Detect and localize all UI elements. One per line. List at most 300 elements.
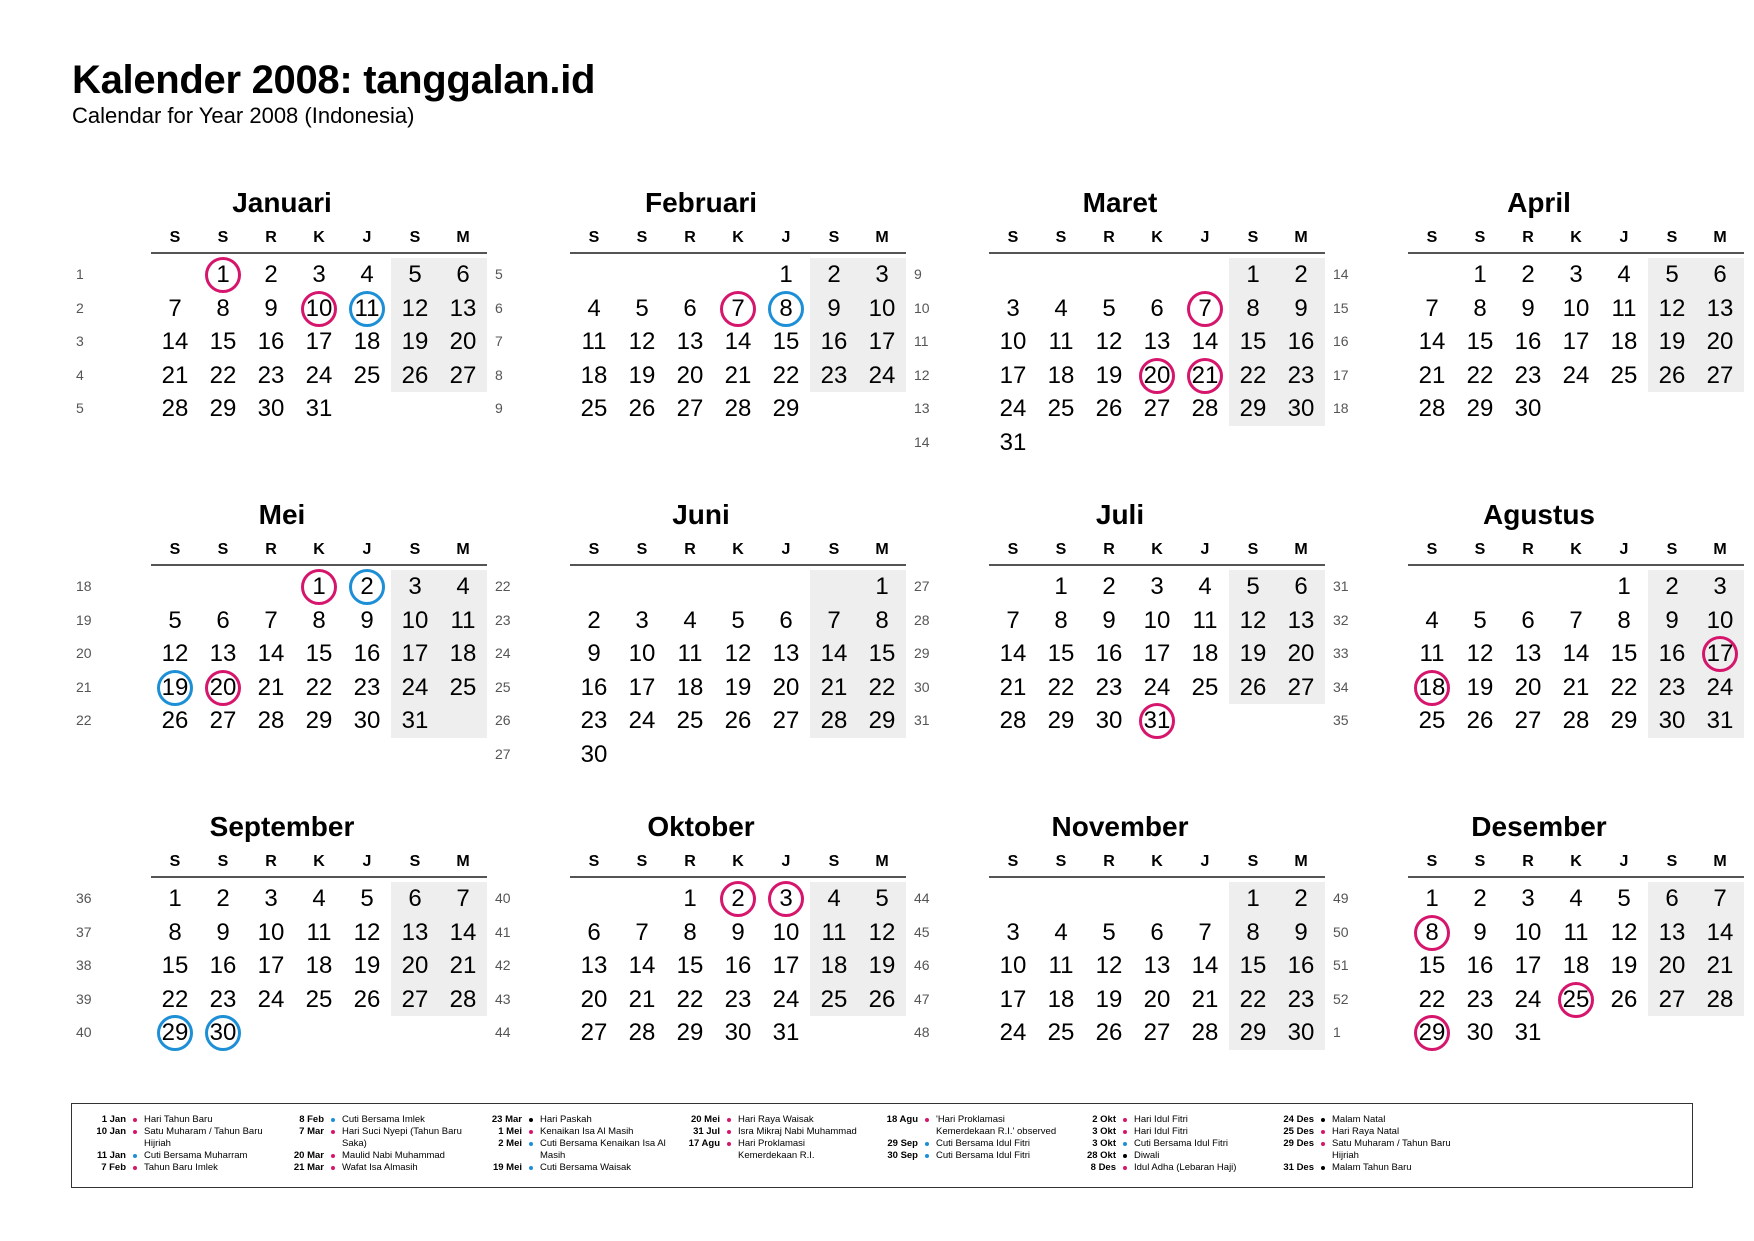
day-cell[interactable]: 1: [1246, 885, 1260, 912]
day-cell[interactable]: 22: [868, 673, 896, 701]
day-cell[interactable]: 29: [772, 395, 800, 422]
day-cell[interactable]: 4: [683, 606, 697, 634]
day-cell[interactable]: 20: [676, 361, 704, 389]
day-cell[interactable]: 28: [257, 707, 285, 734]
day-cell[interactable]: 5: [168, 606, 182, 634]
day-cell[interactable]: 18: [1562, 952, 1590, 979]
day-cell[interactable]: 25: [1047, 1019, 1075, 1046]
day-cell[interactable]: 7: [1198, 294, 1212, 322]
day-cell[interactable]: 24: [1514, 985, 1542, 1013]
day-cell[interactable]: 10: [868, 294, 896, 322]
day-cell[interactable]: 4: [827, 885, 841, 912]
day-cell[interactable]: 6: [1521, 606, 1535, 634]
day-cell[interactable]: 14: [820, 640, 848, 667]
day-cell[interactable]: 25: [305, 985, 333, 1013]
day-cell[interactable]: 17: [999, 985, 1027, 1013]
day-cell[interactable]: 31: [305, 395, 333, 422]
day-cell[interactable]: 19: [724, 673, 752, 701]
day-cell[interactable]: 12: [353, 918, 381, 946]
day-cell[interactable]: 14: [724, 328, 752, 355]
day-cell[interactable]: 2: [1102, 573, 1116, 600]
day-cell[interactable]: 12: [161, 640, 189, 667]
day-cell[interactable]: 25: [1418, 707, 1446, 734]
day-cell[interactable]: 14: [1562, 640, 1590, 667]
day-cell[interactable]: 11: [1611, 294, 1637, 322]
day-cell[interactable]: 14: [449, 918, 477, 946]
day-cell[interactable]: 19: [1658, 328, 1686, 355]
day-cell[interactable]: 29: [676, 1019, 704, 1046]
day-cell[interactable]: 10: [1562, 294, 1590, 322]
day-cell[interactable]: 6: [456, 261, 470, 288]
day-cell[interactable]: 30: [1287, 1019, 1315, 1046]
day-cell[interactable]: 26: [1095, 395, 1123, 422]
day-cell[interactable]: 30: [1287, 395, 1315, 422]
day-cell[interactable]: 7: [1198, 918, 1212, 946]
day-cell[interactable]: 25: [1562, 985, 1590, 1013]
day-cell[interactable]: 16: [1287, 952, 1315, 979]
day-cell[interactable]: 28: [1706, 985, 1734, 1013]
day-cell[interactable]: 8: [1617, 606, 1631, 634]
day-cell[interactable]: 7: [731, 294, 745, 322]
day-cell[interactable]: 7: [168, 294, 182, 322]
day-cell[interactable]: 22: [305, 673, 333, 701]
day-cell[interactable]: 2: [1473, 885, 1487, 912]
day-cell[interactable]: 5: [1246, 573, 1260, 600]
day-cell[interactable]: 26: [1610, 985, 1638, 1013]
day-cell[interactable]: 4: [1054, 918, 1068, 946]
day-cell[interactable]: 30: [209, 1019, 237, 1046]
day-cell[interactable]: 30: [580, 740, 608, 768]
day-cell[interactable]: 19: [353, 952, 381, 979]
day-cell[interactable]: 27: [580, 1019, 608, 1046]
day-cell[interactable]: 28: [999, 707, 1027, 734]
day-cell[interactable]: 22: [772, 361, 800, 389]
day-cell[interactable]: 20: [1514, 673, 1542, 701]
day-cell[interactable]: 9: [264, 294, 278, 322]
day-cell[interactable]: 17: [999, 361, 1027, 389]
day-cell[interactable]: 5: [360, 885, 374, 912]
day-cell[interactable]: 15: [1418, 952, 1446, 979]
day-cell[interactable]: 21: [449, 952, 477, 979]
day-cell[interactable]: 26: [628, 395, 656, 422]
day-cell[interactable]: 13: [1706, 294, 1734, 322]
day-cell[interactable]: 20: [401, 952, 429, 979]
day-cell[interactable]: 15: [1239, 328, 1267, 355]
day-cell[interactable]: 12: [1095, 328, 1123, 355]
day-cell[interactable]: 18: [1610, 328, 1638, 355]
day-cell[interactable]: 5: [731, 606, 745, 634]
day-cell[interactable]: 16: [1287, 328, 1315, 355]
day-cell[interactable]: 6: [1150, 294, 1164, 322]
day-cell[interactable]: 29: [1466, 395, 1494, 422]
day-cell[interactable]: 27: [772, 707, 800, 734]
day-cell[interactable]: 21: [628, 985, 656, 1013]
day-cell[interactable]: 8: [875, 606, 889, 634]
day-cell[interactable]: 26: [1658, 361, 1686, 389]
day-cell[interactable]: 21: [161, 361, 189, 389]
day-cell[interactable]: 6: [1150, 918, 1164, 946]
day-cell[interactable]: 22: [1466, 361, 1494, 389]
day-cell[interactable]: 16: [1658, 640, 1686, 667]
day-cell[interactable]: 3: [1713, 573, 1727, 600]
day-cell[interactable]: 19: [1239, 640, 1267, 667]
day-cell[interactable]: 25: [1047, 395, 1075, 422]
day-cell[interactable]: 8: [1246, 918, 1260, 946]
day-cell[interactable]: 12: [868, 918, 896, 946]
day-cell[interactable]: 5: [1102, 294, 1116, 322]
day-cell[interactable]: 7: [1713, 885, 1727, 912]
day-cell[interactable]: 29: [209, 395, 237, 422]
day-cell[interactable]: 2: [1294, 261, 1308, 288]
day-cell[interactable]: 14: [1706, 918, 1734, 946]
day-cell[interactable]: 4: [312, 885, 326, 912]
day-cell[interactable]: 11: [1048, 328, 1074, 355]
day-cell[interactable]: 10: [628, 640, 656, 667]
day-cell[interactable]: 10: [1514, 918, 1542, 946]
day-cell[interactable]: 30: [1466, 1019, 1494, 1046]
day-cell[interactable]: 8: [168, 918, 182, 946]
day-cell[interactable]: 7: [1569, 606, 1583, 634]
day-cell[interactable]: 11: [677, 640, 703, 667]
day-cell[interactable]: 8: [1473, 294, 1487, 322]
day-cell[interactable]: 17: [305, 328, 333, 355]
day-cell[interactable]: 16: [257, 328, 285, 355]
day-cell[interactable]: 18: [1418, 673, 1446, 701]
day-cell[interactable]: 8: [779, 294, 793, 322]
day-cell[interactable]: 10: [772, 918, 800, 946]
day-cell[interactable]: 22: [1047, 673, 1075, 701]
day-cell[interactable]: 11: [581, 328, 607, 355]
day-cell[interactable]: 26: [1095, 1019, 1123, 1046]
day-cell[interactable]: 11: [1419, 640, 1445, 667]
day-cell[interactable]: 20: [772, 673, 800, 701]
day-cell[interactable]: 1: [1246, 261, 1260, 288]
day-cell[interactable]: 19: [1610, 952, 1638, 979]
day-cell[interactable]: 11: [1192, 606, 1218, 634]
day-cell[interactable]: 16: [353, 640, 381, 667]
day-cell[interactable]: 23: [580, 707, 608, 734]
day-cell[interactable]: 22: [1610, 673, 1638, 701]
day-cell[interactable]: 22: [1239, 361, 1267, 389]
day-cell[interactable]: 19: [401, 328, 429, 355]
day-cell[interactable]: 15: [868, 640, 896, 667]
day-cell[interactable]: 23: [724, 985, 752, 1013]
day-cell[interactable]: 12: [628, 328, 656, 355]
day-cell[interactable]: 23: [257, 361, 285, 389]
day-cell[interactable]: 23: [1466, 985, 1494, 1013]
day-cell[interactable]: 9: [587, 640, 601, 667]
day-cell[interactable]: 16: [580, 673, 608, 701]
day-cell[interactable]: 11: [306, 918, 332, 946]
day-cell[interactable]: 18: [305, 952, 333, 979]
day-cell[interactable]: 15: [1047, 640, 1075, 667]
day-cell[interactable]: 28: [1418, 395, 1446, 422]
day-cell[interactable]: 29: [1047, 707, 1075, 734]
day-cell[interactable]: 1: [875, 573, 889, 600]
day-cell[interactable]: 26: [1239, 673, 1267, 701]
day-cell[interactable]: 11: [354, 294, 380, 322]
day-cell[interactable]: 11: [450, 606, 476, 634]
day-cell[interactable]: 24: [868, 361, 896, 389]
day-cell[interactable]: 21: [724, 361, 752, 389]
day-cell[interactable]: 19: [868, 952, 896, 979]
day-cell[interactable]: 1: [312, 573, 326, 600]
day-cell[interactable]: 29: [305, 707, 333, 734]
day-cell[interactable]: 28: [161, 395, 189, 422]
day-cell[interactable]: 21: [1191, 361, 1219, 389]
day-cell[interactable]: 20: [1143, 985, 1171, 1013]
day-cell[interactable]: 6: [1713, 261, 1727, 288]
day-cell[interactable]: 13: [401, 918, 429, 946]
day-cell[interactable]: 23: [353, 673, 381, 701]
day-cell[interactable]: 20: [1706, 328, 1734, 355]
day-cell[interactable]: 17: [868, 328, 896, 355]
day-cell[interactable]: 18: [820, 952, 848, 979]
day-cell[interactable]: 5: [635, 294, 649, 322]
day-cell[interactable]: 25: [1610, 361, 1638, 389]
day-cell[interactable]: 10: [401, 606, 429, 634]
day-cell[interactable]: 8: [216, 294, 230, 322]
day-cell[interactable]: 18: [1191, 640, 1219, 667]
day-cell[interactable]: 25: [449, 673, 477, 701]
day-cell[interactable]: 19: [628, 361, 656, 389]
day-cell[interactable]: 17: [401, 640, 429, 667]
day-cell[interactable]: 13: [580, 952, 608, 979]
day-cell[interactable]: 27: [1514, 707, 1542, 734]
day-cell[interactable]: 20: [1658, 952, 1686, 979]
day-cell[interactable]: 6: [1294, 573, 1308, 600]
day-cell[interactable]: 30: [1095, 707, 1123, 734]
day-cell[interactable]: 25: [580, 395, 608, 422]
day-cell[interactable]: 13: [1514, 640, 1542, 667]
day-cell[interactable]: 5: [1102, 918, 1116, 946]
day-cell[interactable]: 6: [587, 918, 601, 946]
day-cell[interactable]: 7: [264, 606, 278, 634]
day-cell[interactable]: 22: [1239, 985, 1267, 1013]
day-cell[interactable]: 4: [1617, 261, 1631, 288]
day-cell[interactable]: 12: [1658, 294, 1686, 322]
day-cell[interactable]: 14: [1418, 328, 1446, 355]
day-cell[interactable]: 5: [1617, 885, 1631, 912]
day-cell[interactable]: 6: [216, 606, 230, 634]
day-cell[interactable]: 13: [1143, 328, 1171, 355]
day-cell[interactable]: 29: [1610, 707, 1638, 734]
day-cell[interactable]: 22: [209, 361, 237, 389]
day-cell[interactable]: 1: [683, 885, 697, 912]
day-cell[interactable]: 18: [676, 673, 704, 701]
day-cell[interactable]: 19: [1095, 985, 1123, 1013]
day-cell[interactable]: 18: [353, 328, 381, 355]
day-cell[interactable]: 30: [1514, 395, 1542, 422]
day-cell[interactable]: 4: [1569, 885, 1583, 912]
day-cell[interactable]: 20: [449, 328, 477, 355]
day-cell[interactable]: 12: [724, 640, 752, 667]
day-cell[interactable]: 14: [628, 952, 656, 979]
day-cell[interactable]: 3: [1006, 294, 1020, 322]
day-cell[interactable]: 9: [1102, 606, 1116, 634]
day-cell[interactable]: 3: [1569, 261, 1583, 288]
day-cell[interactable]: 13: [1143, 952, 1171, 979]
day-cell[interactable]: 31: [401, 707, 429, 734]
day-cell[interactable]: 24: [305, 361, 333, 389]
day-cell[interactable]: 24: [999, 395, 1027, 422]
day-cell[interactable]: 24: [628, 707, 656, 734]
day-cell[interactable]: 4: [360, 261, 374, 288]
day-cell[interactable]: 28: [449, 985, 477, 1013]
day-cell[interactable]: 16: [1514, 328, 1542, 355]
day-cell[interactable]: 8: [1246, 294, 1260, 322]
day-cell[interactable]: 27: [449, 361, 477, 389]
day-cell[interactable]: 12: [1466, 640, 1494, 667]
day-cell[interactable]: 17: [1143, 640, 1171, 667]
day-cell[interactable]: 28: [820, 707, 848, 734]
day-cell[interactable]: 7: [827, 606, 841, 634]
day-cell[interactable]: 23: [1095, 673, 1123, 701]
day-cell[interactable]: 17: [1514, 952, 1542, 979]
day-cell[interactable]: 15: [676, 952, 704, 979]
day-cell[interactable]: 18: [1047, 985, 1075, 1013]
day-cell[interactable]: 2: [731, 885, 745, 912]
day-cell[interactable]: 1: [168, 885, 182, 912]
day-cell[interactable]: 30: [1658, 707, 1686, 734]
day-cell[interactable]: 23: [820, 361, 848, 389]
day-cell[interactable]: 17: [1562, 328, 1590, 355]
day-cell[interactable]: 19: [1466, 673, 1494, 701]
day-cell[interactable]: 2: [216, 885, 230, 912]
day-cell[interactable]: 26: [724, 707, 752, 734]
day-cell[interactable]: 5: [875, 885, 889, 912]
day-cell[interactable]: 26: [401, 361, 429, 389]
day-cell[interactable]: 13: [676, 328, 704, 355]
day-cell[interactable]: 25: [820, 985, 848, 1013]
day-cell[interactable]: 6: [683, 294, 697, 322]
day-cell[interactable]: 5: [1473, 606, 1487, 634]
day-cell[interactable]: 30: [257, 395, 285, 422]
day-cell[interactable]: 9: [1521, 294, 1535, 322]
day-cell[interactable]: 4: [456, 573, 470, 600]
day-cell[interactable]: 9: [1473, 918, 1487, 946]
day-cell[interactable]: 16: [1095, 640, 1123, 667]
day-cell[interactable]: 21: [999, 673, 1027, 701]
day-cell[interactable]: 4: [1425, 606, 1439, 634]
day-cell[interactable]: 17: [628, 673, 656, 701]
day-cell[interactable]: 23: [1287, 985, 1315, 1013]
day-cell[interactable]: 26: [1466, 707, 1494, 734]
day-cell[interactable]: 3: [875, 261, 889, 288]
day-cell[interactable]: 6: [408, 885, 422, 912]
day-cell[interactable]: 20: [209, 673, 237, 701]
day-cell[interactable]: 16: [820, 328, 848, 355]
day-cell[interactable]: 24: [401, 673, 429, 701]
day-cell[interactable]: 28: [1191, 395, 1219, 422]
day-cell[interactable]: 13: [772, 640, 800, 667]
day-cell[interactable]: 7: [635, 918, 649, 946]
day-cell[interactable]: 20: [1143, 361, 1171, 389]
day-cell[interactable]: 9: [216, 918, 230, 946]
day-cell[interactable]: 27: [1658, 985, 1686, 1013]
day-cell[interactable]: 9: [1294, 294, 1308, 322]
day-cell[interactable]: 31: [1514, 1019, 1542, 1046]
day-cell[interactable]: 24: [1562, 361, 1590, 389]
day-cell[interactable]: 21: [257, 673, 285, 701]
day-cell[interactable]: 4: [587, 294, 601, 322]
day-cell[interactable]: 13: [1658, 918, 1686, 946]
day-cell[interactable]: 16: [1466, 952, 1494, 979]
day-cell[interactable]: 1: [779, 261, 793, 288]
day-cell[interactable]: 4: [1054, 294, 1068, 322]
day-cell[interactable]: 2: [1521, 261, 1535, 288]
day-cell[interactable]: 27: [676, 395, 704, 422]
day-cell[interactable]: 9: [1665, 606, 1679, 634]
day-cell[interactable]: 27: [1706, 361, 1734, 389]
day-cell[interactable]: 14: [1191, 952, 1219, 979]
day-cell[interactable]: 10: [257, 918, 285, 946]
day-cell[interactable]: 4: [1198, 573, 1212, 600]
day-cell[interactable]: 15: [161, 952, 189, 979]
day-cell[interactable]: 15: [1239, 952, 1267, 979]
day-cell[interactable]: 19: [161, 673, 189, 701]
day-cell[interactable]: 3: [312, 261, 326, 288]
day-cell[interactable]: 30: [353, 707, 381, 734]
day-cell[interactable]: 27: [1143, 1019, 1171, 1046]
day-cell[interactable]: 24: [772, 985, 800, 1013]
day-cell[interactable]: 20: [580, 985, 608, 1013]
day-cell[interactable]: 28: [724, 395, 752, 422]
day-cell[interactable]: 17: [257, 952, 285, 979]
day-cell[interactable]: 28: [1191, 1019, 1219, 1046]
day-cell[interactable]: 7: [1006, 606, 1020, 634]
day-cell[interactable]: 11: [1563, 918, 1589, 946]
day-cell[interactable]: 16: [724, 952, 752, 979]
day-cell[interactable]: 31: [772, 1019, 800, 1046]
day-cell[interactable]: 21: [1191, 985, 1219, 1013]
day-cell[interactable]: 29: [1239, 395, 1267, 422]
day-cell[interactable]: 25: [353, 361, 381, 389]
day-cell[interactable]: 17: [1706, 640, 1734, 667]
day-cell[interactable]: 18: [449, 640, 477, 667]
day-cell[interactable]: 31: [999, 428, 1027, 456]
day-cell[interactable]: 14: [161, 328, 189, 355]
day-cell[interactable]: 19: [1095, 361, 1123, 389]
day-cell[interactable]: 14: [999, 640, 1027, 667]
day-cell[interactable]: 15: [305, 640, 333, 667]
day-cell[interactable]: 15: [1466, 328, 1494, 355]
day-cell[interactable]: 9: [827, 294, 841, 322]
day-cell[interactable]: 25: [676, 707, 704, 734]
day-cell[interactable]: 10: [999, 952, 1027, 979]
day-cell[interactable]: 24: [1143, 673, 1171, 701]
day-cell[interactable]: 25: [1191, 673, 1219, 701]
day-cell[interactable]: 9: [360, 606, 374, 634]
day-cell[interactable]: 18: [1047, 361, 1075, 389]
day-cell[interactable]: 5: [408, 261, 422, 288]
day-cell[interactable]: 13: [449, 294, 477, 322]
day-cell[interactable]: 29: [1418, 1019, 1446, 1046]
day-cell[interactable]: 5: [1665, 261, 1679, 288]
day-cell[interactable]: 2: [1294, 885, 1308, 912]
day-cell[interactable]: 3: [1150, 573, 1164, 600]
day-cell[interactable]: 21: [1562, 673, 1590, 701]
day-cell[interactable]: 21: [820, 673, 848, 701]
day-cell[interactable]: 27: [209, 707, 237, 734]
day-cell[interactable]: 26: [868, 985, 896, 1013]
day-cell[interactable]: 26: [161, 707, 189, 734]
day-cell[interactable]: 2: [264, 261, 278, 288]
day-cell[interactable]: 3: [264, 885, 278, 912]
day-cell[interactable]: 12: [1610, 918, 1638, 946]
day-cell[interactable]: 27: [1143, 395, 1171, 422]
day-cell[interactable]: 3: [408, 573, 422, 600]
